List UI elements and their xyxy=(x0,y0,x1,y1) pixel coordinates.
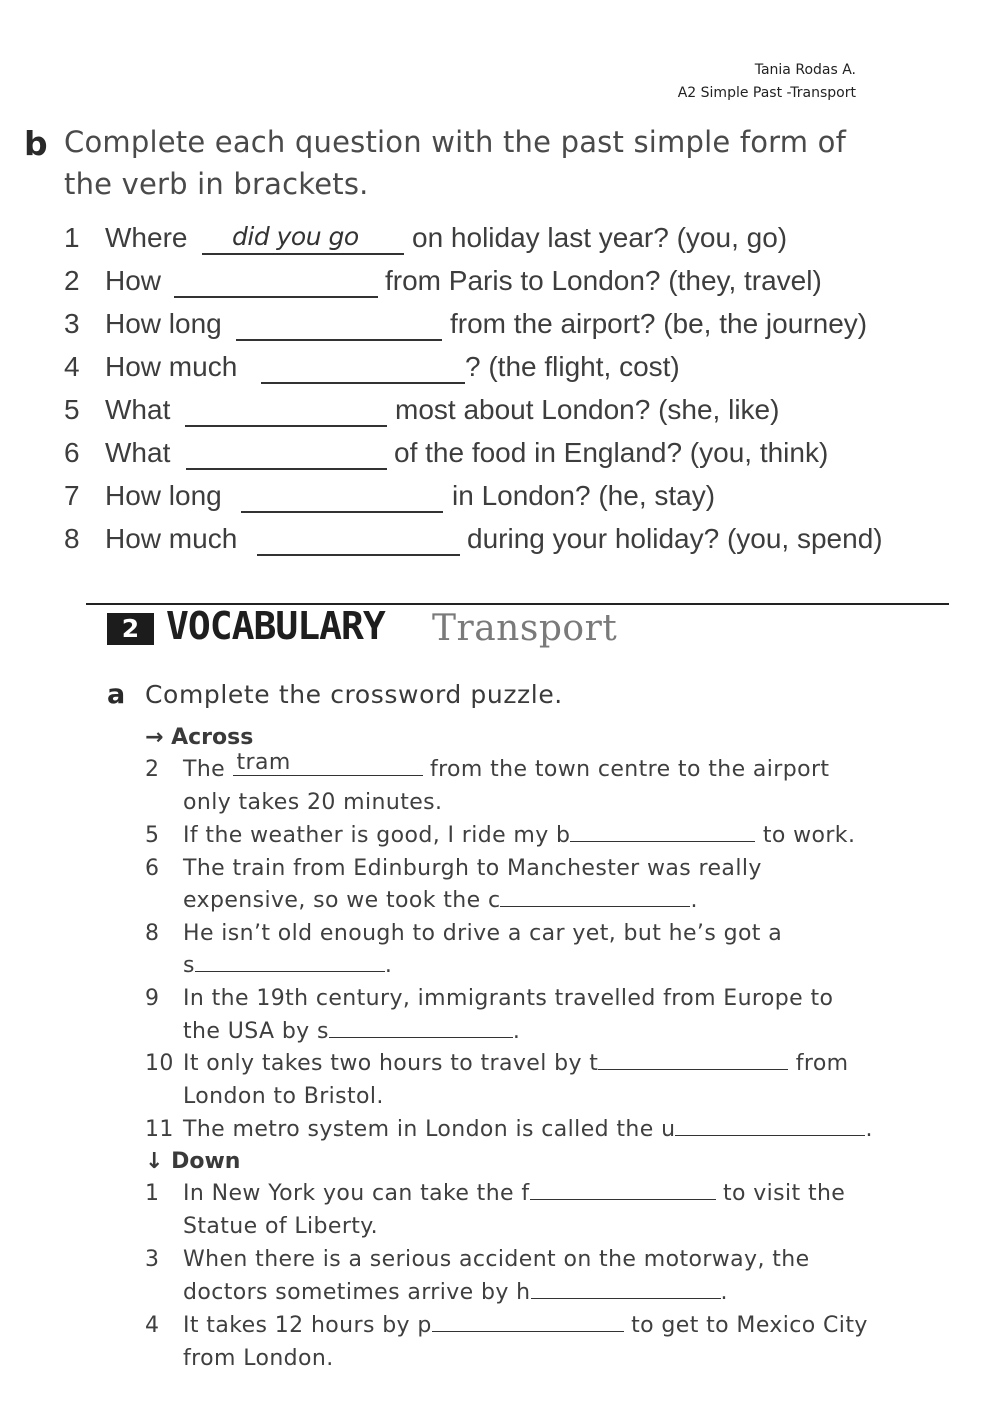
answer-blank[interactable] xyxy=(570,841,755,842)
grammar-instruction-line1: Complete each question with the past simple form of xyxy=(64,125,846,159)
question-number: 8 xyxy=(64,523,80,554)
section-letter-a: a xyxy=(107,679,126,710)
clue-text: It takes 12 hours by p xyxy=(183,1313,432,1338)
clue-across-6-line2 xyxy=(183,888,698,913)
clue-across-11 xyxy=(183,1117,873,1142)
question-number: 3 xyxy=(64,308,80,339)
clue-number: 5 xyxy=(145,823,160,848)
question-lead: How much xyxy=(105,523,238,554)
question-number: 7 xyxy=(64,480,80,511)
author-name: Tania Rodas A. xyxy=(754,62,856,78)
answer-handwritten: did you go xyxy=(232,222,359,251)
answer-blank[interactable] xyxy=(257,554,460,556)
clue-across-9-line2 xyxy=(183,1019,520,1044)
clue-across-5 xyxy=(183,823,855,848)
question-tail: in London? (he, stay) xyxy=(452,480,716,511)
answer-blank[interactable] xyxy=(241,511,443,513)
clue-text: . xyxy=(720,1280,728,1305)
question-lead: How much xyxy=(105,351,238,382)
clue-across-8: He isn’t old enough to drive a car yet, but he’s got a xyxy=(183,921,783,946)
clue-text: The metro system in London is called the u xyxy=(183,1117,676,1142)
clue-number: 1 xyxy=(145,1181,160,1206)
worksheet-subtitle: A2 Simple Past -Transport xyxy=(677,85,856,101)
clue-across-9: In the 19th century, immigrants travelled from Europe to xyxy=(183,986,834,1011)
question-lead: What xyxy=(105,437,171,468)
section-number-badge: 2 xyxy=(107,613,154,645)
clue-number: 10 xyxy=(145,1051,174,1076)
clue-text: . xyxy=(384,953,393,978)
section-letter-b: b xyxy=(24,124,48,163)
answer-blank[interactable] xyxy=(261,382,465,384)
clue-text: expensive, so we took the c xyxy=(183,888,501,913)
crossword-instruction: Complete the crossword puzzle. xyxy=(145,680,563,709)
question-lead: Where xyxy=(105,222,188,253)
answer-blank[interactable] xyxy=(186,468,387,470)
answer-filled: tram xyxy=(236,750,291,775)
clue-text: In New York you can take the f xyxy=(183,1181,530,1206)
answer-blank[interactable] xyxy=(233,750,423,776)
clue-across-8-line2 xyxy=(183,953,392,978)
clue-number: 11 xyxy=(145,1117,174,1142)
answer-blank[interactable] xyxy=(195,971,385,972)
clue-down-4 xyxy=(183,1313,868,1338)
clue-text: the USA by s xyxy=(183,1019,329,1044)
answer-blank[interactable] xyxy=(531,1298,721,1299)
clue-number: 2 xyxy=(145,757,160,782)
clue-text-line2: Statue of Liberty. xyxy=(183,1214,378,1239)
clue-text: . xyxy=(865,1117,873,1142)
clue-text: to work. xyxy=(762,823,856,848)
clue-number: 4 xyxy=(145,1313,160,1338)
question-tail: ? (the flight, cost) xyxy=(465,351,680,382)
clue-text: If the weather is good, I ride my b xyxy=(183,823,571,848)
answer-blank[interactable] xyxy=(432,1331,624,1332)
clue-text: to visit the xyxy=(722,1181,846,1206)
clue-down-1 xyxy=(183,1181,845,1206)
question-number: 6 xyxy=(64,437,80,468)
question-tail: most about London? (she, like) xyxy=(395,394,780,425)
clue-text: The xyxy=(183,757,226,782)
question-tail: of the food in England? (you, think) xyxy=(394,437,829,468)
answer-blank[interactable] xyxy=(202,253,404,255)
clue-text: to get to Mexico City xyxy=(631,1313,868,1338)
clue-across-6: The train from Edinburgh to Manchester was really xyxy=(183,856,762,881)
question-lead: What xyxy=(105,394,171,425)
question-lead: How long xyxy=(105,308,222,339)
answer-blank[interactable] xyxy=(598,1069,788,1070)
answer-blank[interactable] xyxy=(236,339,442,341)
clue-number: 6 xyxy=(145,856,160,881)
across-heading: → Across xyxy=(145,725,254,750)
clue-down-3-line2 xyxy=(183,1280,728,1305)
question-tail: on holiday last year? (you, go) xyxy=(412,222,788,253)
question-lead: How xyxy=(105,265,162,296)
clue-text: . xyxy=(690,888,698,913)
clue-text: It only takes two hours to travel by t xyxy=(183,1051,599,1076)
clue-number: 9 xyxy=(145,986,160,1011)
answer-blank[interactable] xyxy=(675,1135,865,1136)
clue-number: 3 xyxy=(145,1247,160,1272)
question-number: 2 xyxy=(64,265,80,296)
answer-blank[interactable] xyxy=(530,1199,716,1200)
question-tail: from the airport? (be, the journey) xyxy=(450,308,868,339)
question-number: 4 xyxy=(64,351,80,382)
clue-text: from xyxy=(795,1051,849,1076)
clue-text: s xyxy=(183,953,195,978)
question-lead: How long xyxy=(105,480,222,511)
answer-blank[interactable] xyxy=(185,425,387,427)
clue-text-line2: only takes 20 minutes. xyxy=(183,790,443,815)
question-tail: from Paris to London? (they, travel) xyxy=(385,265,822,296)
grammar-instruction-line2: the verb in brackets. xyxy=(64,167,369,201)
answer-blank[interactable] xyxy=(500,906,690,907)
down-heading: ↓ Down xyxy=(145,1149,241,1174)
clue-text-line2: from London. xyxy=(183,1346,334,1371)
answer-blank[interactable] xyxy=(174,296,378,298)
clue-number: 8 xyxy=(145,921,160,946)
question-number: 1 xyxy=(64,222,80,253)
clue-across-10 xyxy=(183,1051,849,1076)
answer-blank[interactable] xyxy=(329,1037,513,1038)
vocabulary-title: VOCABULARY xyxy=(166,604,385,648)
clue-down-3: When there is a serious accident on the motorway, the xyxy=(183,1247,810,1272)
question-number: 5 xyxy=(64,394,80,425)
clue-text-line2: London to Bristol. xyxy=(183,1084,384,1109)
question-tail: during your holiday? (you, spend) xyxy=(467,523,883,554)
clue-text: from the town centre to the airport xyxy=(429,757,830,782)
vocabulary-subtitle: Transport xyxy=(432,608,618,649)
clue-text: . xyxy=(512,1019,521,1044)
clue-text: doctors sometimes arrive by h xyxy=(183,1280,531,1305)
clue-across-2 xyxy=(183,750,830,782)
